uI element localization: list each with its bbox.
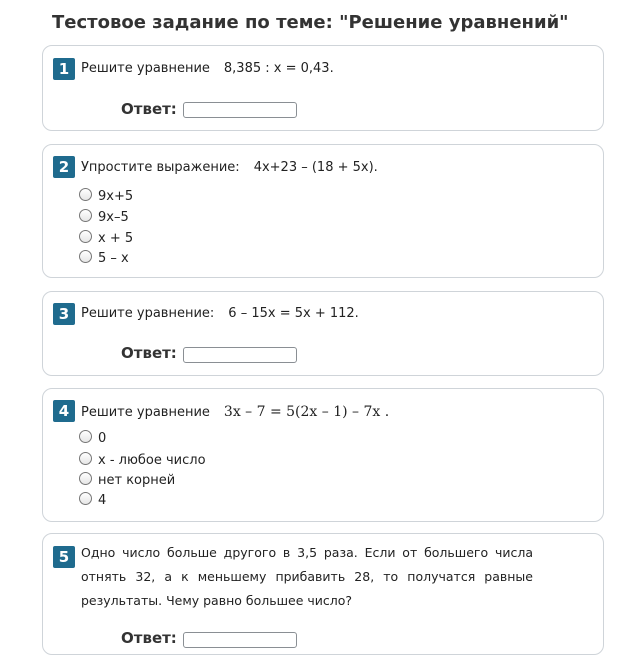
question-number-badge: 2 — [53, 156, 75, 178]
option-label: 4 — [98, 493, 107, 508]
question-number-badge: 4 — [53, 400, 75, 422]
answer-option[interactable] — [79, 230, 133, 248]
answer-option[interactable] — [79, 430, 106, 448]
question-prompt: Решите уравнение — [81, 405, 210, 420]
answer-option[interactable] — [79, 452, 206, 470]
option-label: нет корней — [98, 473, 176, 488]
answer-input[interactable] — [183, 102, 297, 118]
question-expression: 8,385 : x = 0,43. — [223, 61, 334, 76]
radio-button[interactable] — [79, 430, 92, 443]
question-text — [81, 306, 359, 321]
answer-label: Ответ: — [121, 100, 177, 118]
question-prompt: Решите уравнение — [81, 61, 210, 76]
answer-option[interactable] — [79, 209, 129, 227]
question-card-5 — [42, 533, 604, 655]
answer-option[interactable] — [79, 472, 175, 490]
option-label: 0 — [98, 431, 107, 446]
question-text — [81, 160, 378, 175]
question-expression: 6 – 15x = 5x + 112. — [228, 306, 359, 321]
radio-button[interactable] — [79, 209, 92, 222]
question-card-2 — [42, 144, 604, 278]
answer-label: Ответ: — [121, 344, 177, 362]
answer-input[interactable] — [183, 347, 297, 363]
question-number-badge: 3 — [53, 303, 75, 325]
answer-option[interactable] — [79, 250, 129, 268]
radio-button[interactable] — [79, 472, 92, 485]
question-text — [81, 61, 334, 76]
question-card-3 — [42, 291, 604, 376]
option-label: x - любое число — [98, 453, 206, 468]
radio-button[interactable] — [79, 230, 92, 243]
option-label: x + 5 — [98, 231, 134, 246]
question-number-badge: 5 — [53, 546, 75, 568]
page-title: Тестовое задание по теме: "Решение уравнений" — [52, 12, 569, 33]
answer-option[interactable] — [79, 492, 106, 510]
question-card-1 — [42, 45, 604, 131]
question-prompt: Упростите выражение: — [81, 160, 240, 175]
option-label: 9x–5 — [98, 210, 129, 225]
radio-button[interactable] — [79, 492, 92, 505]
radio-button[interactable] — [79, 188, 92, 201]
question-text: Одно число больше другого в 3,5 раза. Если от большего числа отнять 32, а к меньшему прибавить 28, то получатся равные результаты. Чему равно большее число? — [81, 545, 533, 608]
question-expression: 4x+23 – (18 + 5x). — [253, 160, 378, 175]
question-expression: 3x – 7 = 5(2x – 1) – 7x . — [223, 404, 390, 420]
question-card-4 — [42, 388, 604, 522]
radio-button[interactable] — [79, 452, 92, 465]
answer-option[interactable] — [79, 188, 133, 206]
answer-input[interactable] — [183, 632, 297, 648]
answer-label: Ответ: — [121, 629, 177, 647]
question-number-badge: 1 — [53, 58, 75, 80]
radio-button[interactable] — [79, 250, 92, 263]
option-label: 9x+5 — [98, 189, 134, 204]
question-prompt: Решите уравнение: — [81, 306, 215, 321]
question-text — [81, 404, 389, 420]
option-label: 5 – x — [98, 251, 129, 266]
